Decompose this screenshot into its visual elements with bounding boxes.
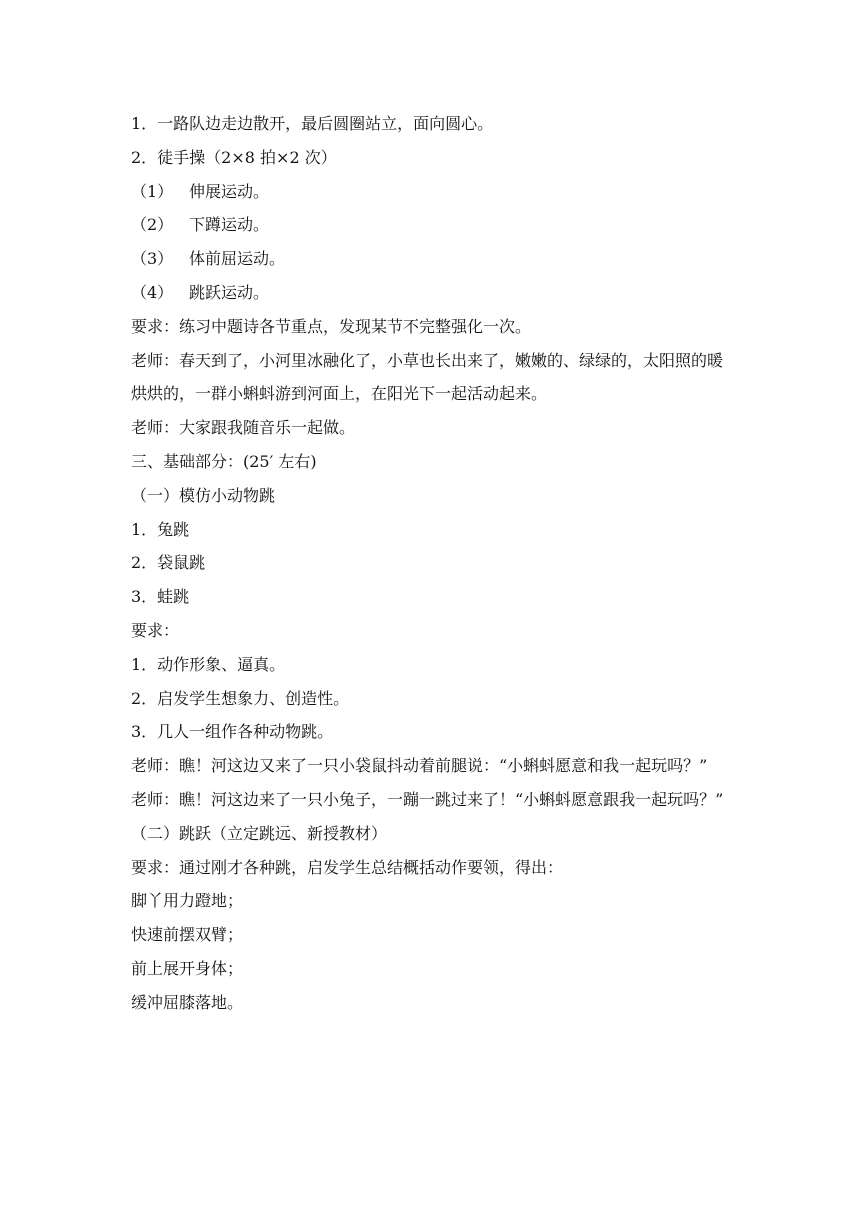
list-number: （3）	[131, 249, 174, 269]
teacher-speech-2: 老师：大家跟我随音乐一起做。	[131, 418, 356, 438]
requirement-item-2: 2．启发学生想象力、创造性。	[131, 688, 350, 708]
list-number: （1）	[131, 181, 174, 201]
teacher-speech-1: 老师：春天到了，小河里冰融化了，小草也长出来了，嫩嫩的、绿绿的，太阳照的暖烘烘的，一群小蝌蚪游到河面上，在阳光下一起活动起来。	[131, 350, 724, 404]
subsection-heading-1: （一）模仿小动物跳	[131, 485, 276, 505]
list-text: 下蹲运动。	[189, 215, 270, 235]
paragraph-rabbit-jump: 1．兔跳	[131, 519, 190, 539]
key-point-1: 脚丫用力蹬地；	[131, 891, 244, 911]
list-text: 跳跃运动。	[189, 282, 270, 302]
subsection-heading-2: （二）跳跃（立定跳远、新授教材）	[131, 823, 388, 843]
requirement-item-3: 3．几人一组作各种动物跳。	[131, 722, 334, 742]
list-number: （4）	[131, 282, 174, 302]
list-item-2	[131, 208, 733, 242]
teacher-speech-4: 老师：瞧！河这边来了一只小兔子，一蹦一跳过来了！“小蝌蚪愿意跟我一起玩吗？”	[131, 789, 724, 809]
requirement-item-1: 1．动作形象、逼真。	[131, 654, 286, 674]
teacher-speech-3: 老师：瞧！河这边又来了一只小袋鼠抖动着前腿说：“小蝌蚪愿意和我一起玩吗？”	[131, 756, 708, 776]
key-point-4: 缓冲屈膝落地。	[131, 992, 244, 1012]
section-heading: 三、基础部分：(25′ 左右)	[131, 451, 317, 471]
list-item-1	[131, 175, 733, 209]
paragraph-2: 2．徒手操（2×8 拍×2 次）	[131, 147, 337, 167]
paragraph-kangaroo-jump: 2．袋鼠跳	[131, 553, 206, 573]
paragraph-frog-jump: 3．蛙跳	[131, 587, 190, 607]
key-point-2: 快速前摆双臂；	[131, 925, 244, 945]
paragraph-1: 1．一路队边走边散开，最后圆圈站立，面向圆心。	[131, 114, 494, 133]
list-text: 伸展运动。	[189, 181, 270, 201]
list-number: （2）	[131, 215, 174, 235]
key-point-3: 前上展开身体；	[131, 958, 244, 978]
requirement-2: 要求：通过刚才各种跳，启发学生总结概括动作要领，得出：	[131, 857, 564, 877]
requirement-1: 要求：练习中题诗各节重点，发现某节不完整强化一次。	[131, 316, 532, 336]
list-item-3	[131, 242, 733, 276]
list-item-4	[131, 276, 733, 310]
list-text: 体前屈运动。	[189, 249, 286, 269]
requirement-label: 要求：	[131, 620, 180, 640]
document-body	[131, 107, 733, 1020]
